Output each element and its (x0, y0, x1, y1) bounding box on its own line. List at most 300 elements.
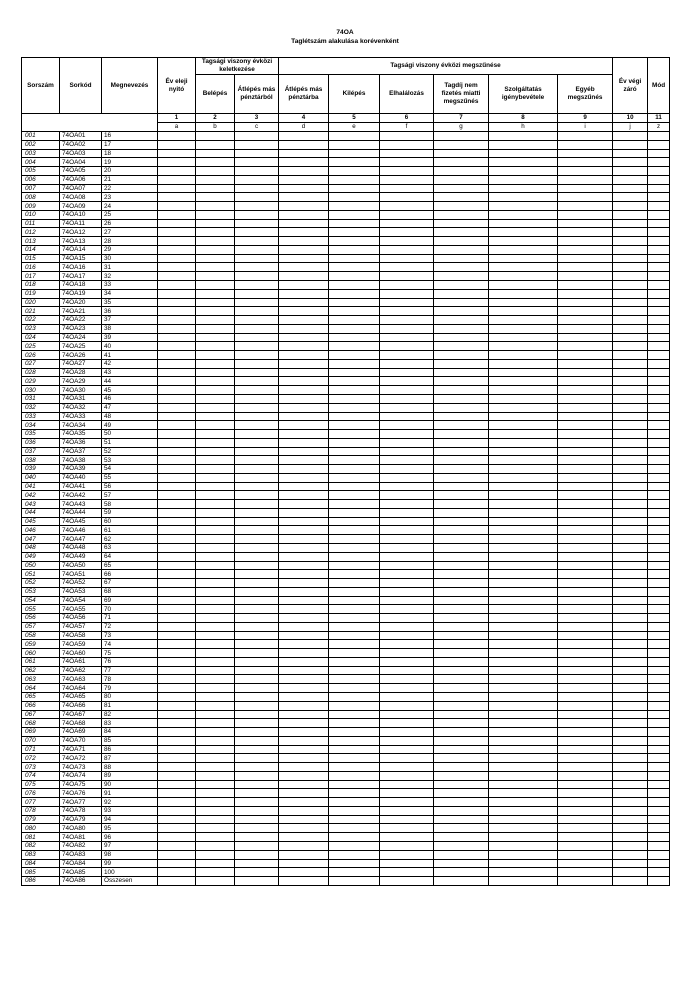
cell-szolgaltatas[interactable] (489, 333, 558, 342)
cell-mod[interactable] (648, 719, 670, 728)
cell-kilepes[interactable] (329, 693, 380, 702)
cell-mod[interactable] (648, 456, 670, 465)
cell-kilepes[interactable] (329, 219, 380, 228)
cell-ev-eleji[interactable] (158, 158, 196, 167)
cell-atlepes-ba[interactable] (279, 228, 329, 237)
cell-ev-vegi[interactable] (613, 342, 648, 351)
cell-atlepes-bol[interactable] (235, 377, 279, 386)
cell-kilepes[interactable] (329, 237, 380, 246)
cell-tagdij[interactable] (434, 333, 489, 342)
cell-elhalalozas[interactable] (380, 210, 434, 219)
cell-atlepes-bol[interactable] (235, 579, 279, 588)
cell-ev-vegi[interactable] (613, 631, 648, 640)
cell-egyeb[interactable] (558, 789, 613, 798)
cell-ev-vegi[interactable] (613, 552, 648, 561)
cell-egyeb[interactable] (558, 535, 613, 544)
cell-szolgaltatas[interactable] (489, 281, 558, 290)
cell-belepes[interactable] (196, 614, 235, 623)
cell-tagdij[interactable] (434, 701, 489, 710)
cell-tagdij[interactable] (434, 877, 489, 886)
cell-belepes[interactable] (196, 517, 235, 526)
cell-atlepes-ba[interactable] (279, 587, 329, 596)
cell-ev-vegi[interactable] (613, 491, 648, 500)
cell-atlepes-ba[interactable] (279, 622, 329, 631)
cell-ev-eleji[interactable] (158, 842, 196, 851)
cell-belepes[interactable] (196, 842, 235, 851)
cell-ev-vegi[interactable] (613, 561, 648, 570)
cell-mod[interactable] (648, 824, 670, 833)
cell-egyeb[interactable] (558, 754, 613, 763)
cell-atlepes-bol[interactable] (235, 543, 279, 552)
cell-atlepes-ba[interactable] (279, 351, 329, 360)
cell-egyeb[interactable] (558, 210, 613, 219)
cell-tagdij[interactable] (434, 728, 489, 737)
cell-atlepes-bol[interactable] (235, 210, 279, 219)
cell-szolgaltatas[interactable] (489, 289, 558, 298)
cell-egyeb[interactable] (558, 377, 613, 386)
cell-kilepes[interactable] (329, 333, 380, 342)
cell-elhalalozas[interactable] (380, 543, 434, 552)
cell-tagdij[interactable] (434, 736, 489, 745)
cell-belepes[interactable] (196, 219, 235, 228)
cell-egyeb[interactable] (558, 412, 613, 421)
cell-ev-eleji[interactable] (158, 815, 196, 824)
cell-atlepes-bol[interactable] (235, 763, 279, 772)
cell-elhalalozas[interactable] (380, 701, 434, 710)
cell-kilepes[interactable] (329, 359, 380, 368)
cell-szolgaltatas[interactable] (489, 342, 558, 351)
cell-atlepes-bol[interactable] (235, 798, 279, 807)
cell-ev-eleji[interactable] (158, 500, 196, 509)
cell-egyeb[interactable] (558, 543, 613, 552)
cell-atlepes-bol[interactable] (235, 684, 279, 693)
cell-ev-eleji[interactable] (158, 342, 196, 351)
cell-atlepes-bol[interactable] (235, 430, 279, 439)
cell-ev-vegi[interactable] (613, 140, 648, 149)
cell-ev-eleji[interactable] (158, 412, 196, 421)
cell-szolgaltatas[interactable] (489, 517, 558, 526)
cell-belepes[interactable] (196, 535, 235, 544)
cell-kilepes[interactable] (329, 500, 380, 509)
cell-elhalalozas[interactable] (380, 614, 434, 623)
cell-egyeb[interactable] (558, 640, 613, 649)
cell-szolgaltatas[interactable] (489, 324, 558, 333)
cell-ev-eleji[interactable] (158, 210, 196, 219)
cell-kilepes[interactable] (329, 281, 380, 290)
cell-tagdij[interactable] (434, 324, 489, 333)
cell-egyeb[interactable] (558, 649, 613, 658)
cell-tagdij[interactable] (434, 868, 489, 877)
cell-elhalalozas[interactable] (380, 473, 434, 482)
cell-ev-vegi[interactable] (613, 526, 648, 535)
cell-egyeb[interactable] (558, 798, 613, 807)
cell-atlepes-bol[interactable] (235, 307, 279, 316)
cell-elhalalozas[interactable] (380, 482, 434, 491)
cell-ev-eleji[interactable] (158, 167, 196, 176)
cell-belepes[interactable] (196, 719, 235, 728)
cell-mod[interactable] (648, 149, 670, 158)
cell-mod[interactable] (648, 842, 670, 851)
cell-ev-vegi[interactable] (613, 245, 648, 254)
cell-egyeb[interactable] (558, 175, 613, 184)
cell-mod[interactable] (648, 421, 670, 430)
cell-szolgaltatas[interactable] (489, 298, 558, 307)
cell-elhalalozas[interactable] (380, 657, 434, 666)
cell-tagdij[interactable] (434, 806, 489, 815)
cell-tagdij[interactable] (434, 158, 489, 167)
cell-elhalalozas[interactable] (380, 649, 434, 658)
cell-szolgaltatas[interactable] (489, 684, 558, 693)
cell-ev-eleji[interactable] (158, 184, 196, 193)
cell-ev-eleji[interactable] (158, 473, 196, 482)
cell-ev-eleji[interactable] (158, 465, 196, 474)
cell-tagdij[interactable] (434, 815, 489, 824)
cell-ev-vegi[interactable] (613, 579, 648, 588)
cell-ev-vegi[interactable] (613, 202, 648, 211)
cell-ev-vegi[interactable] (613, 693, 648, 702)
cell-mod[interactable] (648, 631, 670, 640)
cell-elhalalozas[interactable] (380, 640, 434, 649)
cell-szolgaltatas[interactable] (489, 780, 558, 789)
cell-ev-eleji[interactable] (158, 447, 196, 456)
cell-tagdij[interactable] (434, 824, 489, 833)
cell-kilepes[interactable] (329, 342, 380, 351)
cell-egyeb[interactable] (558, 815, 613, 824)
cell-atlepes-bol[interactable] (235, 728, 279, 737)
cell-elhalalozas[interactable] (380, 789, 434, 798)
cell-atlepes-ba[interactable] (279, 175, 329, 184)
cell-elhalalozas[interactable] (380, 877, 434, 886)
cell-kilepes[interactable] (329, 421, 380, 430)
cell-kilepes[interactable] (329, 798, 380, 807)
cell-elhalalozas[interactable] (380, 289, 434, 298)
cell-kilepes[interactable] (329, 132, 380, 141)
cell-belepes[interactable] (196, 850, 235, 859)
cell-szolgaltatas[interactable] (489, 307, 558, 316)
cell-kilepes[interactable] (329, 430, 380, 439)
cell-elhalalozas[interactable] (380, 561, 434, 570)
cell-atlepes-ba[interactable] (279, 219, 329, 228)
cell-kilepes[interactable] (329, 771, 380, 780)
cell-ev-eleji[interactable] (158, 438, 196, 447)
cell-elhalalozas[interactable] (380, 254, 434, 263)
cell-ev-eleji[interactable] (158, 281, 196, 290)
cell-egyeb[interactable] (558, 850, 613, 859)
cell-kilepes[interactable] (329, 605, 380, 614)
cell-szolgaltatas[interactable] (489, 465, 558, 474)
cell-ev-vegi[interactable] (613, 859, 648, 868)
cell-szolgaltatas[interactable] (489, 421, 558, 430)
cell-kilepes[interactable] (329, 868, 380, 877)
cell-atlepes-ba[interactable] (279, 763, 329, 772)
cell-ev-vegi[interactable] (613, 500, 648, 509)
cell-ev-vegi[interactable] (613, 798, 648, 807)
cell-mod[interactable] (648, 298, 670, 307)
cell-egyeb[interactable] (558, 561, 613, 570)
cell-atlepes-ba[interactable] (279, 657, 329, 666)
cell-elhalalozas[interactable] (380, 833, 434, 842)
cell-atlepes-ba[interactable] (279, 447, 329, 456)
cell-ev-eleji[interactable] (158, 289, 196, 298)
cell-tagdij[interactable] (434, 202, 489, 211)
cell-tagdij[interactable] (434, 316, 489, 325)
cell-kilepes[interactable] (329, 824, 380, 833)
cell-atlepes-ba[interactable] (279, 403, 329, 412)
cell-elhalalozas[interactable] (380, 719, 434, 728)
cell-ev-vegi[interactable] (613, 684, 648, 693)
cell-mod[interactable] (648, 412, 670, 421)
cell-atlepes-bol[interactable] (235, 438, 279, 447)
cell-ev-vegi[interactable] (613, 149, 648, 158)
cell-atlepes-ba[interactable] (279, 491, 329, 500)
cell-egyeb[interactable] (558, 684, 613, 693)
cell-belepes[interactable] (196, 421, 235, 430)
cell-tagdij[interactable] (434, 859, 489, 868)
cell-egyeb[interactable] (558, 570, 613, 579)
cell-mod[interactable] (648, 517, 670, 526)
cell-egyeb[interactable] (558, 701, 613, 710)
cell-belepes[interactable] (196, 815, 235, 824)
cell-belepes[interactable] (196, 175, 235, 184)
cell-belepes[interactable] (196, 587, 235, 596)
cell-szolgaltatas[interactable] (489, 561, 558, 570)
cell-ev-eleji[interactable] (158, 728, 196, 737)
cell-belepes[interactable] (196, 728, 235, 737)
cell-ev-vegi[interactable] (613, 237, 648, 246)
cell-szolgaltatas[interactable] (489, 526, 558, 535)
cell-tagdij[interactable] (434, 473, 489, 482)
cell-egyeb[interactable] (558, 500, 613, 509)
cell-belepes[interactable] (196, 289, 235, 298)
cell-ev-vegi[interactable] (613, 175, 648, 184)
cell-kilepes[interactable] (329, 877, 380, 886)
cell-atlepes-ba[interactable] (279, 237, 329, 246)
cell-atlepes-ba[interactable] (279, 517, 329, 526)
cell-egyeb[interactable] (558, 298, 613, 307)
cell-ev-eleji[interactable] (158, 666, 196, 675)
cell-atlepes-bol[interactable] (235, 394, 279, 403)
cell-kilepes[interactable] (329, 307, 380, 316)
cell-kilepes[interactable] (329, 587, 380, 596)
cell-tagdij[interactable] (434, 342, 489, 351)
cell-kilepes[interactable] (329, 833, 380, 842)
cell-szolgaltatas[interactable] (489, 570, 558, 579)
cell-atlepes-ba[interactable] (279, 210, 329, 219)
cell-mod[interactable] (648, 684, 670, 693)
cell-egyeb[interactable] (558, 614, 613, 623)
cell-mod[interactable] (648, 614, 670, 623)
cell-ev-vegi[interactable] (613, 324, 648, 333)
cell-atlepes-bol[interactable] (235, 806, 279, 815)
cell-elhalalozas[interactable] (380, 193, 434, 202)
cell-szolgaltatas[interactable] (489, 386, 558, 395)
cell-tagdij[interactable] (434, 482, 489, 491)
cell-elhalalozas[interactable] (380, 149, 434, 158)
cell-egyeb[interactable] (558, 771, 613, 780)
cell-atlepes-bol[interactable] (235, 333, 279, 342)
cell-mod[interactable] (648, 158, 670, 167)
cell-belepes[interactable] (196, 132, 235, 141)
cell-tagdij[interactable] (434, 210, 489, 219)
cell-elhalalozas[interactable] (380, 412, 434, 421)
cell-atlepes-bol[interactable] (235, 386, 279, 395)
cell-ev-eleji[interactable] (158, 456, 196, 465)
cell-belepes[interactable] (196, 596, 235, 605)
cell-egyeb[interactable] (558, 631, 613, 640)
cell-elhalalozas[interactable] (380, 167, 434, 176)
cell-atlepes-bol[interactable] (235, 745, 279, 754)
cell-elhalalozas[interactable] (380, 228, 434, 237)
cell-szolgaltatas[interactable] (489, 622, 558, 631)
cell-ev-eleji[interactable] (158, 596, 196, 605)
cell-ev-vegi[interactable] (613, 210, 648, 219)
cell-szolgaltatas[interactable] (489, 394, 558, 403)
cell-szolgaltatas[interactable] (489, 728, 558, 737)
cell-ev-eleji[interactable] (158, 394, 196, 403)
cell-belepes[interactable] (196, 447, 235, 456)
cell-kilepes[interactable] (329, 351, 380, 360)
cell-egyeb[interactable] (558, 657, 613, 666)
cell-kilepes[interactable] (329, 316, 380, 325)
cell-ev-eleji[interactable] (158, 359, 196, 368)
cell-mod[interactable] (648, 377, 670, 386)
cell-atlepes-ba[interactable] (279, 333, 329, 342)
cell-szolgaltatas[interactable] (489, 508, 558, 517)
cell-belepes[interactable] (196, 877, 235, 886)
cell-ev-vegi[interactable] (613, 570, 648, 579)
cell-belepes[interactable] (196, 798, 235, 807)
cell-mod[interactable] (648, 430, 670, 439)
cell-ev-vegi[interactable] (613, 167, 648, 176)
cell-elhalalozas[interactable] (380, 754, 434, 763)
cell-ev-eleji[interactable] (158, 657, 196, 666)
cell-kilepes[interactable] (329, 763, 380, 772)
cell-kilepes[interactable] (329, 298, 380, 307)
cell-belepes[interactable] (196, 552, 235, 561)
cell-belepes[interactable] (196, 140, 235, 149)
cell-belepes[interactable] (196, 298, 235, 307)
cell-atlepes-bol[interactable] (235, 272, 279, 281)
cell-elhalalozas[interactable] (380, 850, 434, 859)
cell-atlepes-ba[interactable] (279, 359, 329, 368)
cell-ev-eleji[interactable] (158, 377, 196, 386)
cell-egyeb[interactable] (558, 710, 613, 719)
cell-atlepes-ba[interactable] (279, 263, 329, 272)
cell-elhalalozas[interactable] (380, 815, 434, 824)
cell-tagdij[interactable] (434, 789, 489, 798)
cell-ev-vegi[interactable] (613, 438, 648, 447)
cell-belepes[interactable] (196, 412, 235, 421)
cell-atlepes-ba[interactable] (279, 500, 329, 509)
cell-ev-eleji[interactable] (158, 219, 196, 228)
cell-ev-eleji[interactable] (158, 430, 196, 439)
cell-atlepes-ba[interactable] (279, 833, 329, 842)
cell-ev-vegi[interactable] (613, 789, 648, 798)
cell-atlepes-ba[interactable] (279, 535, 329, 544)
cell-atlepes-ba[interactable] (279, 771, 329, 780)
cell-szolgaltatas[interactable] (489, 859, 558, 868)
cell-egyeb[interactable] (558, 263, 613, 272)
cell-atlepes-ba[interactable] (279, 508, 329, 517)
cell-ev-eleji[interactable] (158, 684, 196, 693)
cell-kilepes[interactable] (329, 175, 380, 184)
cell-ev-eleji[interactable] (158, 482, 196, 491)
cell-elhalalozas[interactable] (380, 316, 434, 325)
cell-ev-eleji[interactable] (158, 140, 196, 149)
cell-atlepes-bol[interactable] (235, 175, 279, 184)
cell-ev-eleji[interactable] (158, 254, 196, 263)
cell-atlepes-bol[interactable] (235, 815, 279, 824)
cell-mod[interactable] (648, 868, 670, 877)
cell-atlepes-bol[interactable] (235, 824, 279, 833)
cell-szolgaltatas[interactable] (489, 500, 558, 509)
cell-egyeb[interactable] (558, 456, 613, 465)
cell-kilepes[interactable] (329, 386, 380, 395)
cell-kilepes[interactable] (329, 456, 380, 465)
cell-atlepes-bol[interactable] (235, 789, 279, 798)
cell-mod[interactable] (648, 806, 670, 815)
cell-atlepes-bol[interactable] (235, 202, 279, 211)
cell-kilepes[interactable] (329, 210, 380, 219)
cell-szolgaltatas[interactable] (489, 806, 558, 815)
cell-kilepes[interactable] (329, 596, 380, 605)
cell-atlepes-ba[interactable] (279, 877, 329, 886)
cell-atlepes-ba[interactable] (279, 552, 329, 561)
cell-egyeb[interactable] (558, 842, 613, 851)
cell-szolgaltatas[interactable] (489, 412, 558, 421)
cell-atlepes-ba[interactable] (279, 307, 329, 316)
cell-ev-vegi[interactable] (613, 333, 648, 342)
cell-atlepes-ba[interactable] (279, 245, 329, 254)
cell-kilepes[interactable] (329, 728, 380, 737)
cell-ev-eleji[interactable] (158, 237, 196, 246)
cell-egyeb[interactable] (558, 394, 613, 403)
cell-tagdij[interactable] (434, 219, 489, 228)
cell-ev-vegi[interactable] (613, 824, 648, 833)
cell-atlepes-bol[interactable] (235, 281, 279, 290)
cell-kilepes[interactable] (329, 245, 380, 254)
cell-kilepes[interactable] (329, 289, 380, 298)
cell-elhalalozas[interactable] (380, 745, 434, 754)
cell-atlepes-bol[interactable] (235, 359, 279, 368)
cell-tagdij[interactable] (434, 298, 489, 307)
cell-szolgaltatas[interactable] (489, 447, 558, 456)
cell-belepes[interactable] (196, 482, 235, 491)
cell-ev-vegi[interactable] (613, 316, 648, 325)
cell-kilepes[interactable] (329, 517, 380, 526)
cell-ev-vegi[interactable] (613, 394, 648, 403)
cell-atlepes-ba[interactable] (279, 377, 329, 386)
cell-kilepes[interactable] (329, 701, 380, 710)
cell-egyeb[interactable] (558, 219, 613, 228)
cell-atlepes-bol[interactable] (235, 693, 279, 702)
cell-szolgaltatas[interactable] (489, 210, 558, 219)
cell-atlepes-ba[interactable] (279, 430, 329, 439)
cell-atlepes-ba[interactable] (279, 605, 329, 614)
cell-ev-eleji[interactable] (158, 307, 196, 316)
cell-szolgaltatas[interactable] (489, 368, 558, 377)
cell-mod[interactable] (648, 754, 670, 763)
cell-atlepes-ba[interactable] (279, 798, 329, 807)
cell-mod[interactable] (648, 184, 670, 193)
cell-tagdij[interactable] (434, 132, 489, 141)
cell-atlepes-bol[interactable] (235, 342, 279, 351)
cell-elhalalozas[interactable] (380, 298, 434, 307)
cell-egyeb[interactable] (558, 719, 613, 728)
cell-belepes[interactable] (196, 333, 235, 342)
cell-elhalalozas[interactable] (380, 202, 434, 211)
cell-atlepes-ba[interactable] (279, 281, 329, 290)
